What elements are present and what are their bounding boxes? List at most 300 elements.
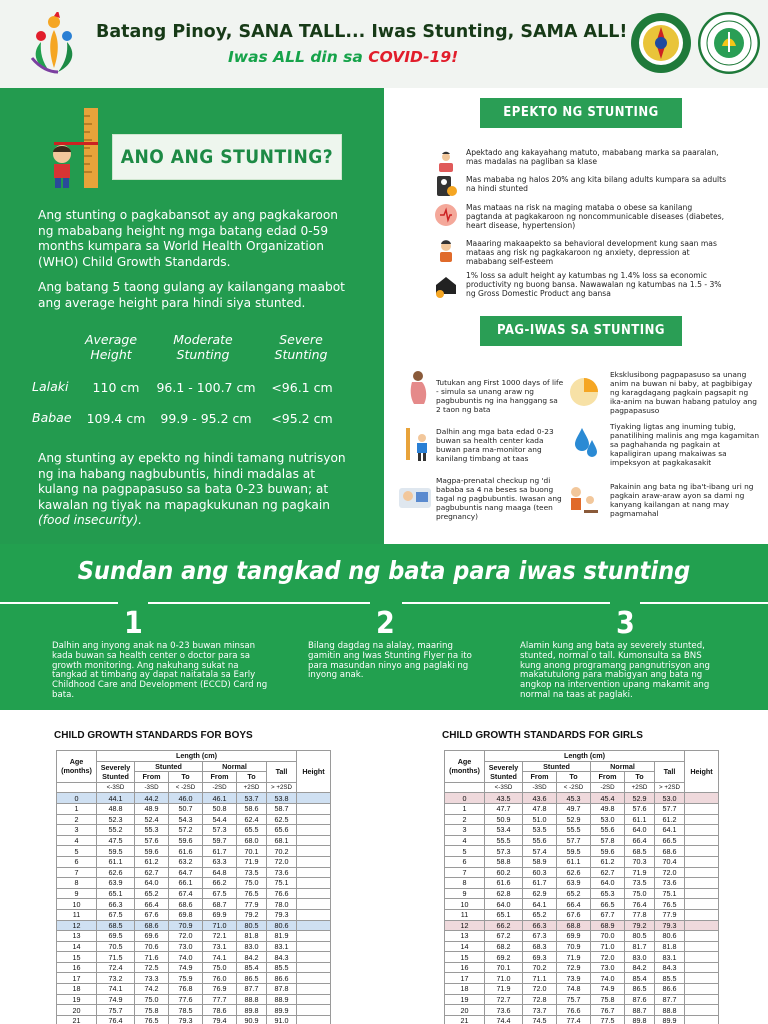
table-cell: 10 [57, 899, 97, 910]
height-entry-cell[interactable] [297, 994, 331, 1005]
table-cell: 65.3 [591, 888, 625, 899]
table-cell: 69.3 [523, 952, 557, 963]
effects-prevention-panel [384, 88, 768, 544]
height-entry-cell[interactable] [685, 846, 719, 857]
table-cell: 65.2 [557, 888, 591, 899]
table-row [57, 994, 331, 1005]
severely-stunted-header: Severely Stunted [97, 761, 135, 782]
table-cell: 70.4 [655, 856, 685, 867]
height-entry-cell[interactable] [685, 888, 719, 899]
table-cell: 51.0 [523, 814, 557, 825]
prevention-item-3: Magpa-prenatal checkup ng 'di bababa sa 4 na beses sa buong tagal ng pagbubuntis. Iwasan ang pagbubuntis nang maaga (teen pregnancy) [436, 476, 562, 521]
height-entry-cell[interactable] [297, 962, 331, 973]
table-cell: 68.2 [485, 941, 523, 952]
table-cell: 70.9 [557, 941, 591, 952]
table-cell: 73.9 [557, 973, 591, 984]
height-entry-cell[interactable] [685, 867, 719, 878]
table-cell: 9 [445, 888, 485, 899]
table-cell: 72.7 [485, 994, 523, 1005]
stunting-causes: Ang stunting ay epekto ng hindi tamang nutrisyon ng ina habang nagbubuntis, hindi madalas at kulang na pagpapasuso sa bata 0-23 buwan; at kawalan ng tiyak na mapagkukunan ng pagkain (food insecurity). [38, 451, 346, 527]
step-text-1: Dalhin ang inyong anak na 0-23 buwan minsan kada buwan sa health center o doctor para sa growth monitoring. Ang nakuhang sukat na tangkad at timbang ay dapat naitatala sa Early Childhood Care and Development (ECCD) Card ng bata. [52, 641, 268, 700]
divider-line [640, 602, 768, 604]
table-cell: 55.3 [135, 825, 169, 836]
table-cell: 68.5 [97, 920, 135, 931]
table-cell: 75.0 [203, 962, 237, 973]
table-row [445, 1005, 719, 1016]
boys-growth-table [56, 750, 331, 1024]
height-entry-cell[interactable] [685, 803, 719, 814]
steps-band [0, 544, 768, 710]
table-cell: 57.8 [591, 835, 625, 846]
table-cell: 71.9 [237, 856, 267, 867]
table-cell: 70.9 [169, 920, 203, 931]
sd-label: <-3SD [485, 782, 523, 793]
table-cell: 69.2 [485, 952, 523, 963]
height-entry-cell[interactable] [297, 941, 331, 952]
table-cell: 71.0 [591, 941, 625, 952]
table-cell: 9 [57, 888, 97, 899]
height-entry-cell[interactable] [297, 814, 331, 825]
table-cell: 75.7 [557, 994, 591, 1005]
height-entry-cell[interactable] [685, 931, 719, 942]
table-cell: 19 [57, 994, 97, 1005]
girls-growth-table [444, 750, 719, 1024]
height-header: Height [297, 751, 331, 793]
height-entry-cell[interactable] [297, 931, 331, 942]
table-row [57, 931, 331, 942]
age-header: Age (months) [57, 751, 97, 783]
table-cell: 67.6 [135, 909, 169, 920]
table-row [57, 973, 331, 984]
height-entry-cell[interactable] [297, 984, 331, 995]
height-entry-cell[interactable] [685, 920, 719, 931]
table-row [57, 941, 331, 952]
table-cell: 62.7 [591, 867, 625, 878]
table-cell: 52.9 [557, 814, 591, 825]
table-cell: 81.9 [267, 931, 297, 942]
table-cell: 71.9 [485, 984, 523, 995]
table-cell: 83.1 [655, 952, 685, 963]
table-cell: 89.9 [655, 1015, 685, 1024]
prevention-item-2: Dalhin ang mga bata edad 0-23 buwan sa health center kada buwan para ma-monitor ang kanilang timbang at taas [436, 427, 554, 463]
height-entry-cell[interactable] [685, 793, 719, 804]
table-cell: 87.7 [237, 984, 267, 995]
table-cell: 85.4 [237, 962, 267, 973]
height-entry-cell[interactable] [297, 909, 331, 920]
table-cell: 59.5 [557, 846, 591, 857]
table-row [445, 920, 719, 931]
table-cell: 19 [445, 994, 485, 1005]
height-entry-cell[interactable] [685, 962, 719, 973]
table-cell: 61.1 [97, 856, 135, 867]
table-cell: 79.3 [267, 909, 297, 920]
height-entry-cell[interactable] [685, 856, 719, 867]
divider-line [148, 602, 370, 604]
health-icon [434, 203, 458, 227]
table-cell: 57.7 [557, 835, 591, 846]
table-cell: 75.0 [237, 878, 267, 889]
table-row [57, 835, 331, 846]
table-cell: 66.3 [97, 899, 135, 910]
table-cell: 84.2 [625, 962, 655, 973]
table-cell: 88.9 [267, 994, 297, 1005]
height-entry-cell[interactable] [685, 825, 719, 836]
table-cell: 66.5 [655, 835, 685, 846]
height-entry-cell[interactable] [297, 1005, 331, 1016]
effect-item-5: 1% loss sa adult height ay katumbas ng 1.4% loss sa economic productivity ng buong bansa. Nawawalan ng katumbas na 1.5 - 3% ng Gross Domestic Product ang bansa [466, 271, 722, 299]
family-logo-icon [28, 12, 80, 76]
step-number-2: 2 [376, 606, 395, 641]
boys-severe: <96.1 cm [271, 380, 333, 395]
table-cell: 86.5 [625, 984, 655, 995]
step-number-1: 1 [124, 606, 143, 641]
table-cell: 75.0 [625, 888, 655, 899]
table-cell: 2 [445, 814, 485, 825]
table-cell: 65.1 [485, 909, 523, 920]
table-cell: 60.3 [523, 867, 557, 878]
table-cell: 85.5 [655, 973, 685, 984]
table-cell: 18 [57, 984, 97, 995]
effects-title: EPEKTO NG STUNTING [480, 98, 682, 128]
table-cell: 4 [57, 835, 97, 846]
height-entry-cell[interactable] [297, 878, 331, 889]
table-cell: 68.6 [169, 899, 203, 910]
prenatal-checkup-icon [398, 478, 432, 514]
table-cell: 73.5 [237, 867, 267, 878]
table-cell: 54.4 [203, 814, 237, 825]
table-cell: 54.3 [169, 814, 203, 825]
table-cell: 80.5 [625, 931, 655, 942]
height-entry-cell[interactable] [297, 920, 331, 931]
height-entry-cell[interactable] [685, 1015, 719, 1024]
divider-line [402, 602, 610, 604]
height-entry-cell[interactable] [297, 888, 331, 899]
table-cell: 59.6 [169, 835, 203, 846]
table-cell: 10 [445, 899, 485, 910]
table-cell: 75.1 [655, 888, 685, 899]
table-cell: 66.4 [557, 899, 591, 910]
table-cell: 66.4 [625, 835, 655, 846]
table-row [57, 1005, 331, 1016]
table-cell: 75.0 [135, 994, 169, 1005]
height-entry-cell[interactable] [685, 973, 719, 984]
height-entry-cell[interactable] [685, 899, 719, 910]
table-cell: 59.7 [203, 835, 237, 846]
table-cell: 13 [445, 931, 485, 942]
effect-item-1: Apektado ang kakayahang matuto, mababang marka sa paaralan, mas madalas na pagliban sa klase [466, 148, 719, 167]
water-drop-icon [572, 426, 600, 462]
table-cell: 88.7 [625, 1005, 655, 1016]
table-cell: 75.8 [135, 1005, 169, 1016]
table-cell: 72.0 [267, 856, 297, 867]
table-cell: 78.0 [267, 899, 297, 910]
height-entry-cell[interactable] [685, 952, 719, 963]
table-cell: 62.7 [135, 867, 169, 878]
stunted-header: Stunted [523, 761, 591, 772]
table-cell: 87.7 [655, 994, 685, 1005]
table-row [445, 931, 719, 942]
height-entry-cell[interactable] [297, 856, 331, 867]
table-cell: 81.8 [655, 941, 685, 952]
severely-stunted-header: Severely Stunted [485, 761, 523, 782]
length-header: Length (cm) [485, 751, 685, 762]
table-cell: 60.2 [485, 867, 523, 878]
table-cell: 76.5 [237, 888, 267, 899]
prevention-title: PAG-IWAS SA STUNTING [480, 316, 682, 346]
height-entry-cell[interactable] [297, 952, 331, 963]
table-row [445, 962, 719, 973]
table-cell: 14 [445, 941, 485, 952]
table-cell: 78.6 [203, 1005, 237, 1016]
table-cell: 66.3 [523, 920, 557, 931]
table-cell: 64.8 [203, 867, 237, 878]
table-cell: 8 [445, 878, 485, 889]
table-cell: 20 [57, 1005, 97, 1016]
table-cell: 63.9 [557, 878, 591, 889]
table-cell: 67.5 [97, 909, 135, 920]
table-row [445, 888, 719, 899]
table-cell: 76.5 [655, 899, 685, 910]
economy-icon [434, 274, 458, 298]
table-cell: 83.1 [267, 941, 297, 952]
table-cell: 91.0 [267, 1015, 297, 1024]
table-cell: 16 [57, 962, 97, 973]
table-cell: 50.9 [485, 814, 523, 825]
table-cell: 44.2 [135, 793, 169, 804]
table-cell: 69.9 [557, 931, 591, 942]
table-cell: 73.7 [523, 1005, 557, 1016]
table-cell: 65.6 [267, 825, 297, 836]
table-cell: 2 [57, 814, 97, 825]
table-cell: 57.2 [169, 825, 203, 836]
table-cell: 72.5 [135, 962, 169, 973]
table-cell: 68.1 [267, 835, 297, 846]
table-cell: 46.0 [169, 793, 203, 804]
table-cell: 77.4 [557, 1015, 591, 1024]
nnc-seal-icon [698, 12, 760, 74]
height-entry-cell[interactable] [297, 803, 331, 814]
table-cell: 61.1 [557, 856, 591, 867]
table-cell: 18 [445, 984, 485, 995]
table-cell: 0 [57, 793, 97, 804]
table-cell: 76.6 [557, 1005, 591, 1016]
step-number-3: 3 [616, 606, 635, 641]
table-cell: 57.6 [135, 835, 169, 846]
table-cell: 74.1 [203, 952, 237, 963]
table-cell: 67.5 [203, 888, 237, 899]
table-cell: 71.9 [625, 867, 655, 878]
table-cell: 90.9 [237, 1015, 267, 1024]
anxiety-icon [434, 239, 458, 263]
table-cell: 84.3 [655, 962, 685, 973]
table-cell: 1 [445, 803, 485, 814]
table-cell: 70.6 [135, 941, 169, 952]
to-header: To [237, 772, 267, 783]
to-header: To [169, 772, 203, 783]
sd-label: +2SD [625, 782, 655, 793]
table-cell: 89.8 [237, 1005, 267, 1016]
boys-table-title: CHILD GROWTH STANDARDS FOR BOYS [54, 730, 253, 741]
table-cell: 50.7 [169, 803, 203, 814]
table-cell: 74.0 [591, 973, 625, 984]
table-cell: 80.5 [237, 920, 267, 931]
table-cell: 45.3 [557, 793, 591, 804]
height-entry-cell[interactable] [297, 867, 331, 878]
table-cell: 79.2 [625, 920, 655, 931]
table-cell: 74.9 [591, 984, 625, 995]
table-row [445, 835, 719, 846]
what-is-stunting-title-box [112, 134, 342, 180]
table-cell: 47.5 [97, 835, 135, 846]
height-entry-cell[interactable] [685, 994, 719, 1005]
table-cell: 20 [445, 1005, 485, 1016]
table-cell: 68.6 [135, 920, 169, 931]
sd-label: > +2SD [655, 782, 685, 793]
height-entry-cell[interactable] [297, 835, 331, 846]
table-cell: 72.1 [203, 931, 237, 942]
table-cell: 53.8 [267, 793, 297, 804]
height-entry-cell[interactable] [297, 899, 331, 910]
table-row [57, 984, 331, 995]
from-header: From [203, 772, 237, 783]
table-cell: 73.6 [655, 878, 685, 889]
height-entry-cell[interactable] [297, 825, 331, 836]
height-entry-cell[interactable] [685, 941, 719, 952]
table-cell: 78.5 [169, 1005, 203, 1016]
table-cell: 62.6 [557, 867, 591, 878]
table-cell: 76.5 [135, 1015, 169, 1024]
sd-label: -3SD [135, 782, 169, 793]
table-cell: 76.0 [203, 973, 237, 984]
height-entry-cell[interactable] [297, 973, 331, 984]
table-row [445, 846, 719, 857]
table-cell: 68.8 [557, 920, 591, 931]
table-cell: 66.5 [591, 899, 625, 910]
table-cell: 57.4 [523, 846, 557, 857]
step-text-3: Alamin kung ang bata ay severely stunted, stunted, normal o tall. Kumonsulta sa BNS kung anong programang pangnutrisyon ang makatutulong para mabigyan ang bata ng angkop na intervention upang makamit ang normal na taas at paglaki. [520, 641, 710, 700]
height-entry-cell[interactable] [297, 1015, 331, 1024]
table-cell: 68.3 [523, 941, 557, 952]
table-row [445, 878, 719, 889]
sd-label: > +2SD [267, 782, 297, 793]
table-cell: 74.9 [169, 962, 203, 973]
table-cell: 84.2 [237, 952, 267, 963]
table-cell: 76.6 [267, 888, 297, 899]
what-is-stunting-panel [0, 88, 384, 544]
table-row [57, 814, 331, 825]
height-entry-cell[interactable] [685, 814, 719, 825]
table-row [445, 899, 719, 910]
table-cell: 76.8 [169, 984, 203, 995]
table-cell: 68.0 [237, 835, 267, 846]
table-cell: 67.3 [523, 931, 557, 942]
table-cell: 47.7 [485, 803, 523, 814]
table-cell: 76.7 [591, 1005, 625, 1016]
table-cell: 67.6 [557, 909, 591, 920]
table-cell: 5 [57, 846, 97, 857]
table-cell: 53.7 [237, 793, 267, 804]
table-cell: 43.6 [523, 793, 557, 804]
table-cell: 70.5 [97, 941, 135, 952]
table-cell: 61.1 [625, 814, 655, 825]
height-entry-cell[interactable] [297, 793, 331, 804]
table-cell: 77.6 [169, 994, 203, 1005]
table-cell: 69.5 [97, 931, 135, 942]
table-cell: 61.6 [169, 846, 203, 857]
table-cell: 8 [57, 878, 97, 889]
normal-header: Normal [591, 761, 655, 772]
table-cell: 55.5 [485, 835, 523, 846]
table-cell: 73.6 [267, 867, 297, 878]
table-row [57, 825, 331, 836]
table-row [57, 920, 331, 931]
table-cell: 58.7 [267, 803, 297, 814]
effect-item-4: Maaaring makaapekto sa behavioral development kung saan mas mataas ang risk ng pagkakaroon ng anxiety, depression at mababang self-esteem [466, 239, 717, 267]
table-cell: 86.6 [655, 984, 685, 995]
effect-item-3: Mas mataas na risk na maging mataba o obese sa kanilang pagtanda at pagkakaroon ng noncommunicable diseases (diabetes, heart disease, hypertension) [466, 203, 725, 231]
table-cell: 89.8 [625, 1015, 655, 1024]
table-row [57, 856, 331, 867]
table-cell: 61.7 [523, 878, 557, 889]
table-cell: 6 [57, 856, 97, 867]
table-cell: 75.8 [591, 994, 625, 1005]
height-entry-cell[interactable] [685, 909, 719, 920]
table-cell: 65.5 [237, 825, 267, 836]
table-cell: 55.6 [591, 825, 625, 836]
sd-label: -2SD [203, 782, 237, 793]
table-cell: 75.7 [97, 1005, 135, 1016]
table-cell: 63.3 [203, 856, 237, 867]
table-cell: 76.4 [625, 899, 655, 910]
table-cell: 87.8 [267, 984, 297, 995]
table-row [57, 952, 331, 963]
table-cell: 73.6 [485, 1005, 523, 1016]
table-cell: 49.7 [557, 803, 591, 814]
table-cell: 46.1 [203, 793, 237, 804]
table-cell: 72.8 [523, 994, 557, 1005]
table-cell: 62.4 [237, 814, 267, 825]
table-cell: 86.5 [237, 973, 267, 984]
table-cell: 17 [445, 973, 485, 984]
table-cell: 65.2 [523, 909, 557, 920]
table-cell: 12 [445, 920, 485, 931]
table-cell: 72.9 [557, 962, 591, 973]
from-header: From [591, 772, 625, 783]
height-entry-cell[interactable] [685, 835, 719, 846]
table-row [57, 899, 331, 910]
table-row [57, 888, 331, 899]
from-header: From [135, 772, 169, 783]
table-cell: 61.6 [485, 878, 523, 889]
table-cell: 64.1 [523, 899, 557, 910]
height-header: Height [685, 751, 719, 793]
sd-label: -3SD [523, 782, 557, 793]
to-header: To [625, 772, 655, 783]
sd-label: -2SD [591, 782, 625, 793]
sd-label: < -2SD [169, 782, 203, 793]
height-entry-cell[interactable] [685, 1005, 719, 1016]
height-entry-cell[interactable] [685, 984, 719, 995]
table-cell: 74.5 [523, 1015, 557, 1024]
height-entry-cell[interactable] [297, 846, 331, 857]
age-header: Age (months) [445, 751, 485, 783]
table-cell: 17 [57, 973, 97, 984]
prevention-item-1: Tutukan ang First 1000 days of life - simula sa unang araw ng pagbubuntis ng ina hanggang sa 2 taon ng bata [436, 378, 564, 414]
height-entry-cell[interactable] [685, 878, 719, 889]
table-cell: 64.0 [135, 878, 169, 889]
table-cell: 67.4 [169, 888, 203, 899]
table-cell: 83.0 [237, 941, 267, 952]
